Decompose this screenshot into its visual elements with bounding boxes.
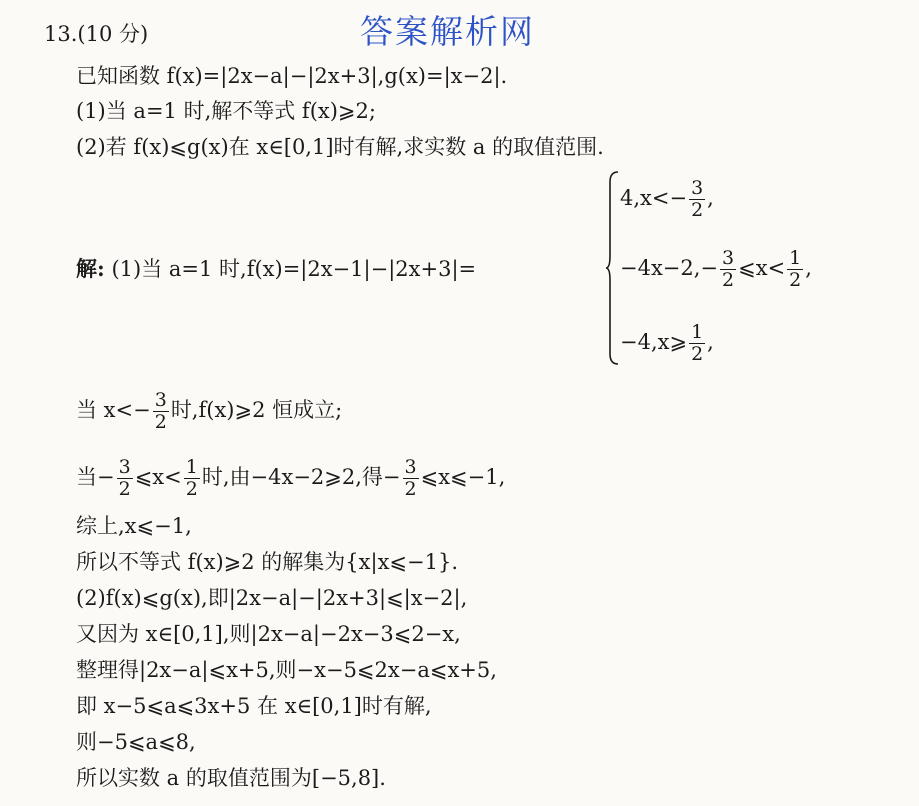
solution-label: 解 (76, 256, 97, 281)
piece-2-comma: , (805, 256, 812, 280)
solution-intro (76, 255, 476, 283)
fraction-denominator: 2 (691, 343, 704, 365)
solution-line-3: (2)f(x)⩽g(x),即|2x−a|−|2x+3|⩽|x−2|, (76, 586, 468, 610)
fraction-3-2 (403, 457, 419, 500)
fraction-numerator: 3 (722, 247, 735, 269)
piece-2 (620, 248, 812, 291)
fraction-denominator: 2 (118, 478, 131, 500)
problem-stem: 已知函数 f(x)=|2x−a|−|2x+3|,g(x)=|x−2|. (76, 64, 508, 88)
problem-number: 13.(10 分) (44, 22, 149, 46)
case-2-text-c: 时,由−4x−2⩾2,得− (201, 465, 401, 489)
fraction-denominator: 2 (691, 199, 704, 221)
fraction-denominator: 2 (404, 478, 417, 500)
piece-1 (620, 178, 714, 221)
solution-line-1: 综上,x⩽−1, (76, 514, 192, 538)
watermark: 答案解析网 (360, 12, 535, 51)
fraction-numerator: 1 (691, 321, 704, 343)
fraction-3-2 (720, 248, 736, 291)
question-2: (2)若 f(x)⩽g(x)在 x∈[0,1]时有解,求实数 a 的取值范围. (76, 135, 604, 159)
fraction-3-2 (117, 457, 133, 500)
question-1: (1)当 a=1 时,解不等式 f(x)⩾2; (76, 99, 376, 123)
fraction-3-2 (689, 178, 705, 221)
fraction-1-2 (689, 322, 705, 365)
fraction-1-2 (787, 248, 803, 291)
fraction-numerator: 1 (185, 456, 198, 478)
piece-3-text: −4,x⩾ (620, 330, 688, 354)
solution-line-6: 即 x−5⩽a⩽3x+5 在 x∈[0,1]时有解, (76, 694, 432, 718)
piecewise-brace (605, 170, 619, 366)
case-1 (76, 390, 342, 433)
case-1-text-end: 时,f(x)⩾2 恒成立; (170, 398, 343, 422)
fraction-1-2 (184, 457, 200, 500)
solution-line-7: 则−5⩽a⩽8, (76, 730, 196, 754)
piece-2-text: −4x−2,− (620, 256, 719, 280)
fraction-numerator: 1 (789, 247, 802, 269)
solution-line-8: 所以实数 a 的取值范围为[−5,8]. (76, 766, 386, 790)
fraction-denominator: 2 (789, 269, 802, 291)
solution-line-2: 所以不等式 f(x)⩾2 的解集为{x|x⩽−1}. (76, 550, 459, 574)
piece-2-text-mid: ⩽x< (738, 256, 786, 280)
fraction-denominator: 2 (722, 269, 735, 291)
fraction-numerator: 3 (154, 389, 167, 411)
solution-line-5: 整理得|2x−a|⩽x+5,则−x−5⩽2x−a⩽x+5, (76, 658, 497, 682)
fraction-denominator: 2 (154, 411, 167, 433)
case-1-text: 当 x<− (76, 398, 151, 422)
case-2-text-d: ⩽x⩽−1, (420, 465, 506, 489)
piece-3 (620, 322, 714, 365)
piece-1-text: 4,x<− (620, 186, 688, 210)
solution-label-colon: : (97, 256, 105, 281)
fraction-numerator: 3 (118, 456, 131, 478)
fraction-numerator: 3 (691, 177, 704, 199)
case-2-text: 当− (76, 465, 115, 489)
case-2-text-b: ⩽x< (134, 465, 182, 489)
piece-1-comma: , (707, 186, 714, 210)
fraction-3-2 (153, 390, 169, 433)
solution-intro-text: (1)当 a=1 时,f(x)=|2x−1|−|2x+3|= (111, 257, 477, 281)
case-2 (76, 457, 505, 500)
fraction-denominator: 2 (185, 478, 198, 500)
fraction-numerator: 3 (404, 456, 417, 478)
solution-line-4: 又因为 x∈[0,1],则|2x−a|−2x−3⩽2−x, (76, 622, 461, 646)
piece-3-comma: , (707, 330, 714, 354)
